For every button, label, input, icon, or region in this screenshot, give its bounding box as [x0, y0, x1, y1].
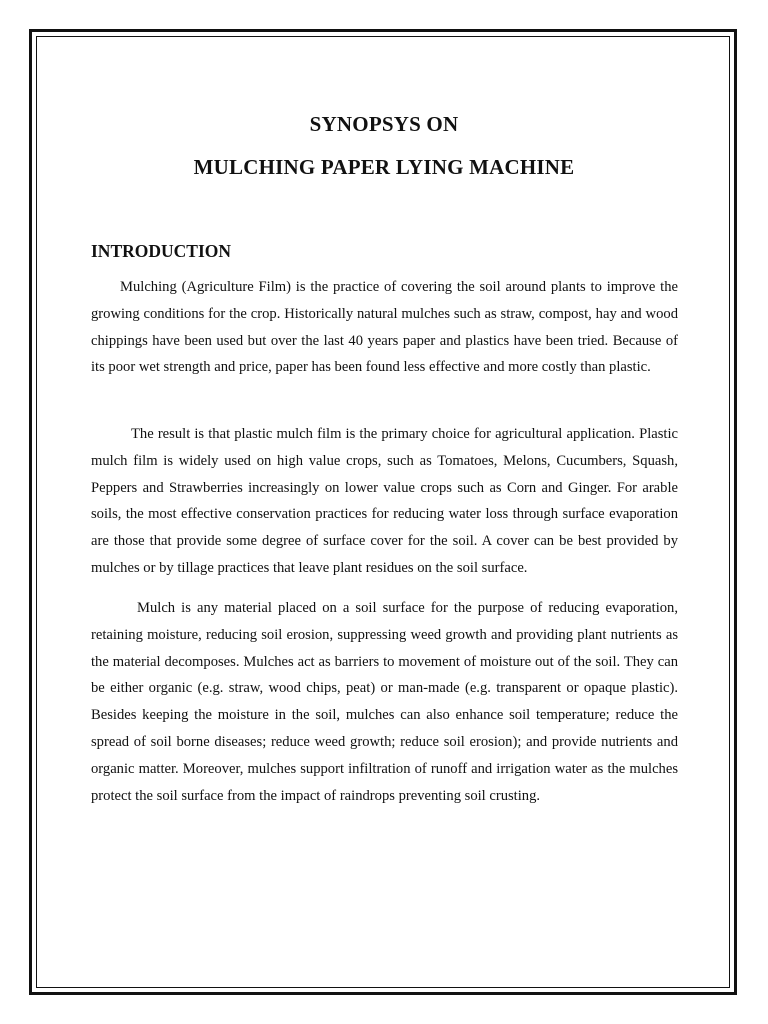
- paragraph-2: The result is that plastic mulch film is the primary choice for agricultural application. Plastic mulch film is widely used on high value crops, such as Tomatoes, Melons, Cucumbers, Squash, Peppers and Strawberries increasingly on lower value crops such as Corn and Ginger. For arable soils, the most effective conservation practices for reducing water loss through surface evaporation are those that provide some degree of surface cover for the soil. A cover can be best provided by mulches or by tillage practices that leave plant residues on the soil surface.: [91, 426, 678, 576]
- document-title-line-1: SYNOPSYS ON: [309, 112, 459, 136]
- paragraph-1: Mulching (Agriculture Film) is the practice of covering the soil around plants to improve the growing conditions for the crop. Historically natural mulches such as straw, compost, hay and wood chippings have been used but over the last 40 years paper and plastics have been tried. Because of its poor wet strength and price, paper has been found less effective and more costly than plastic.: [91, 279, 678, 376]
- paragraph-3: Mulch is any material placed on a soil surface for the purpose of reducing evaporation, retaining moisture, reducing soil erosion, suppressing weed growth and providing plant nutrients as the material decomposes. Mulches act as barriers to movement of moisture out of the soil. They can be either organic (e.g. straw, wood chips, peat) or man-made (e.g. transparent or opaque plastic). Besides keeping the moisture in the soil, mulches can also enhance soil temperature; reduce the spread of soil borne diseases; reduce weed growth; reduce soil erosion); and provide nutrients and organic matter. Moreover, mulches support infiltration of runoff and irrigation water as the mulches protect the soil surface from the impact of raindrops preventing soil crusting.: [91, 600, 678, 804]
- document-title-line-2: MULCHING PAPER LYING MACHINE: [193, 155, 575, 179]
- section-heading-introduction: INTRODUCTION: [91, 241, 232, 261]
